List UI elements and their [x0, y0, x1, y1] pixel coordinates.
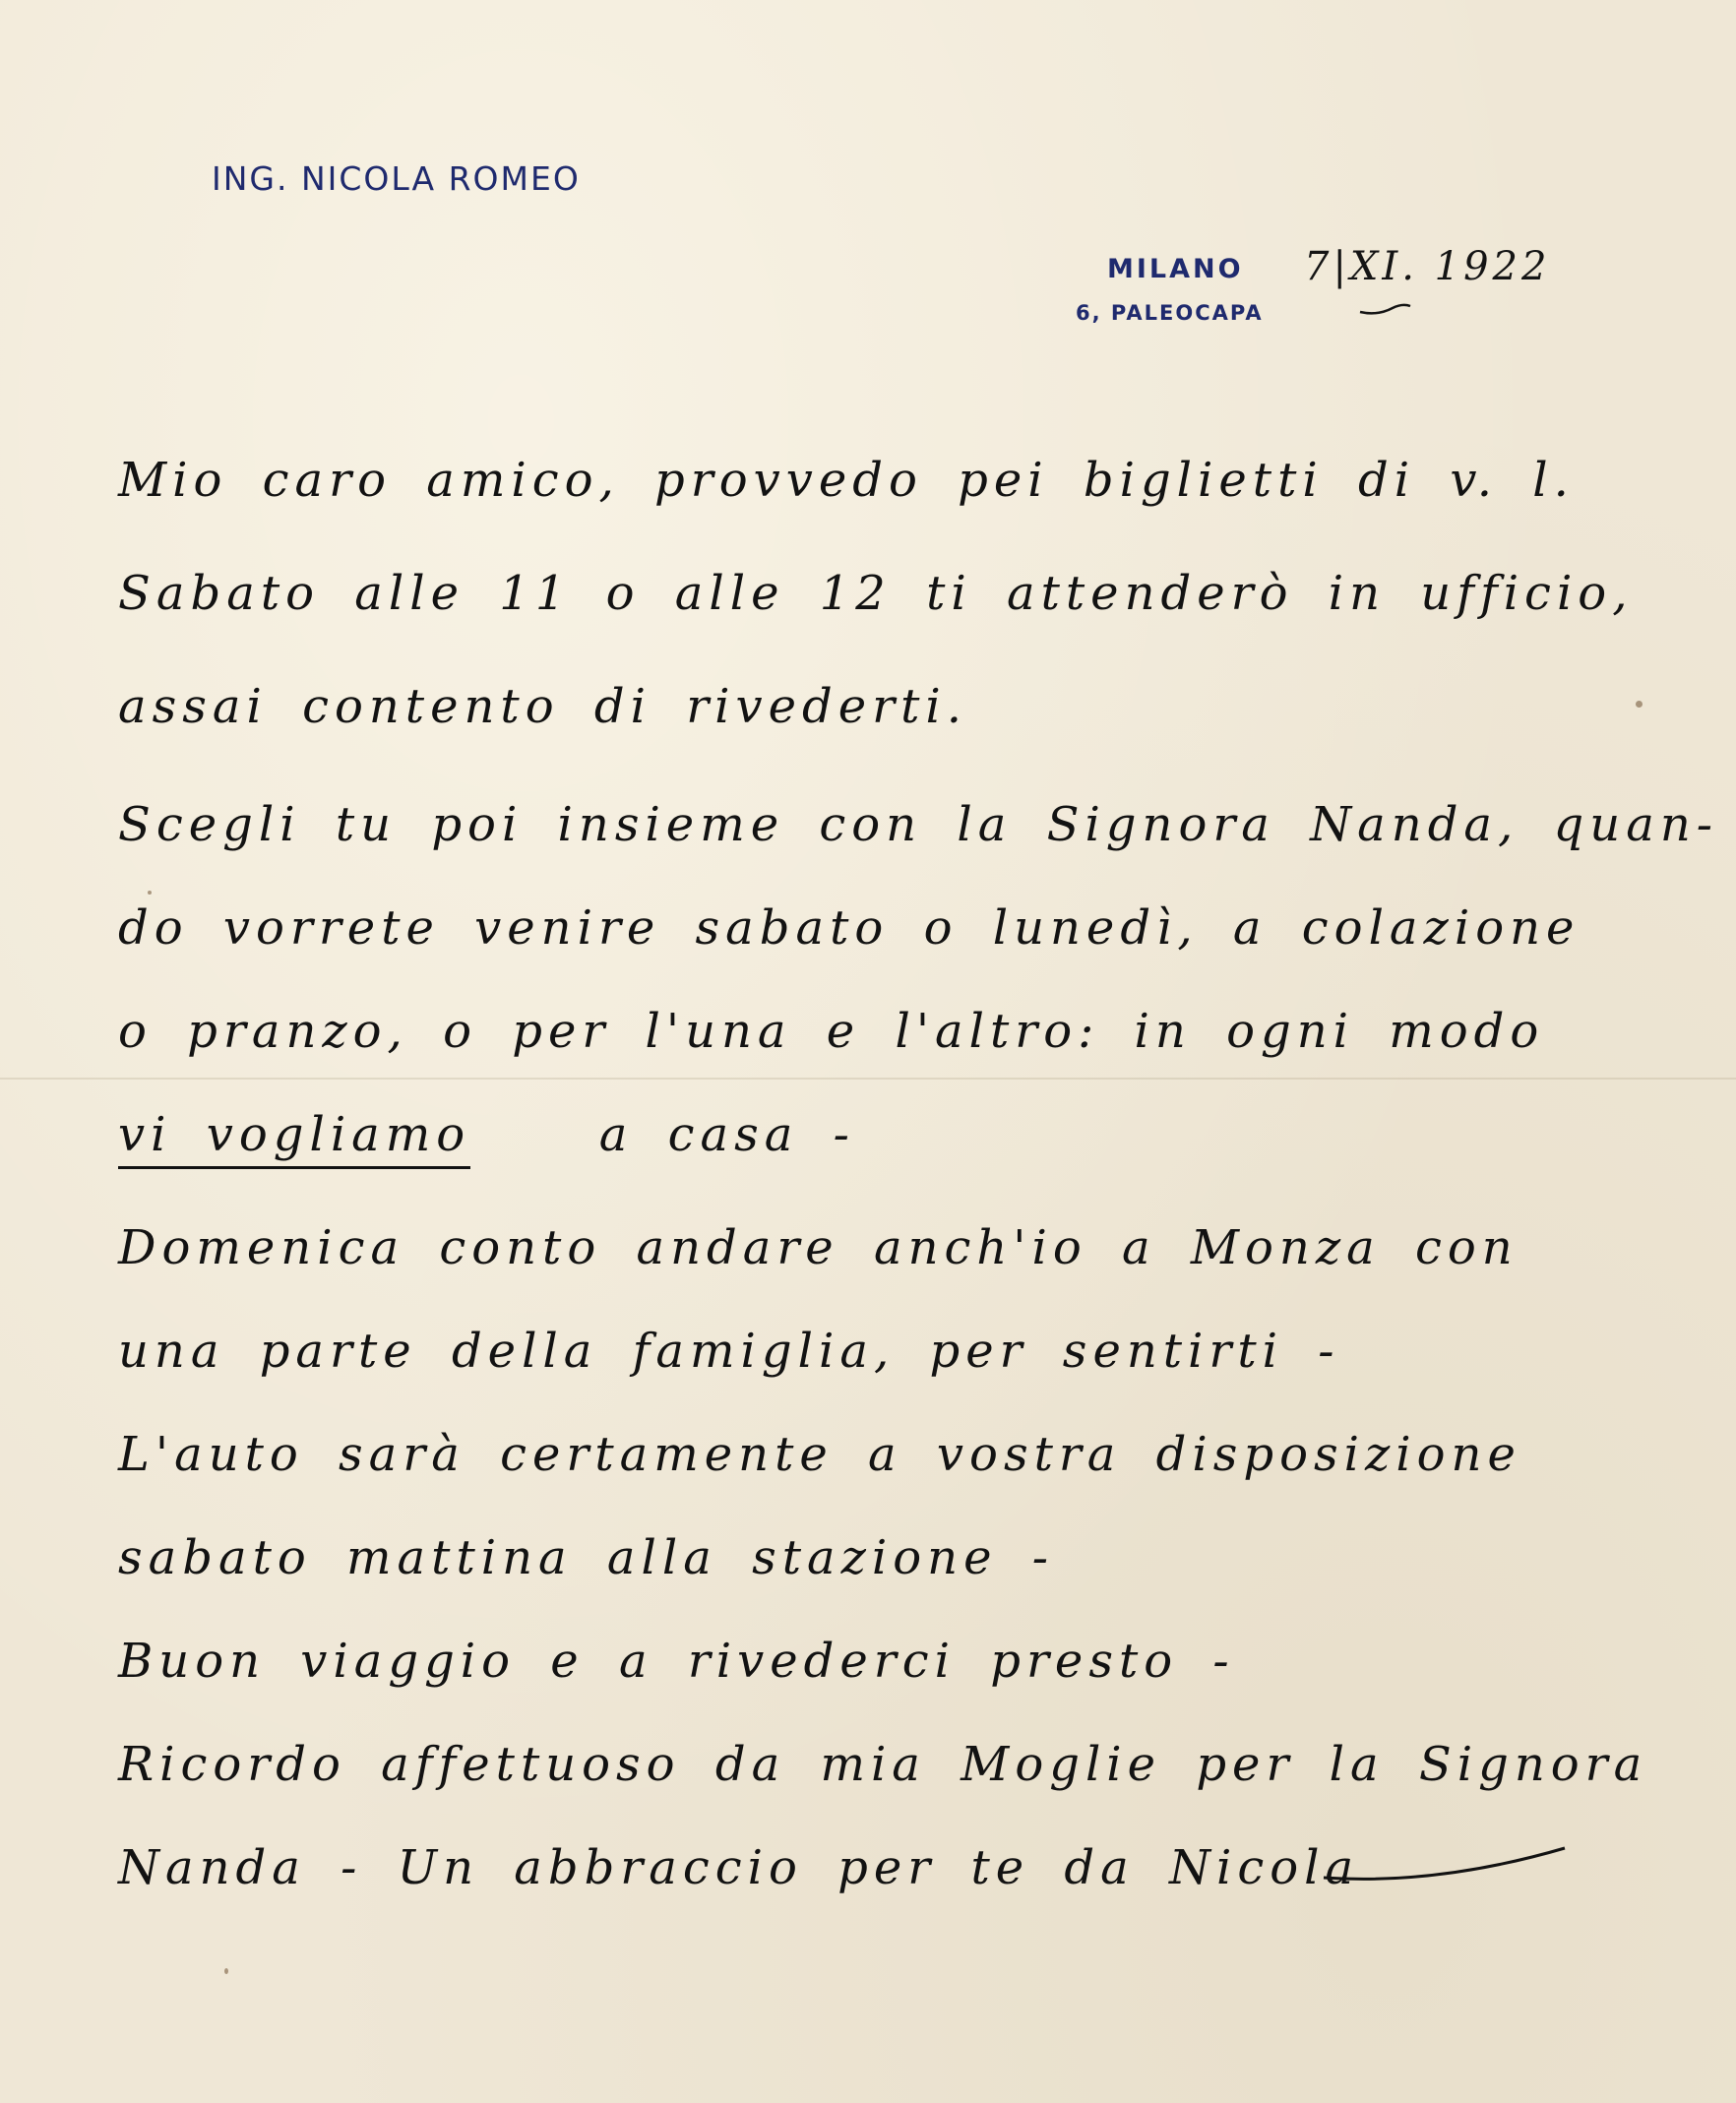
letterhead-name: ING. NICOLA ROMEO	[212, 159, 581, 198]
letter-line: Mio caro amico, provvedo pei biglietti di v. l.	[118, 453, 1575, 508]
letterhead-city: MILANO	[1107, 254, 1244, 284]
letter-line: Domenica conto andare anch'io a Monza con	[118, 1220, 1519, 1275]
letter-line: Sabato alle 11 o alle 12 ti attenderò in ufficio,	[118, 566, 1634, 621]
letter-line: L'auto sarà certamente a vostra disposizione	[118, 1427, 1521, 1482]
letter-line: una parte della famiglia, per sentirti -	[118, 1324, 1340, 1379]
letter-line: sabato mattina alla stazione -	[118, 1530, 1054, 1585]
letter-line: o pranzo, o per l'una e l'altro: in ogni modo	[118, 1004, 1545, 1059]
letter-line: Buon viaggio e a rivederci presto -	[118, 1634, 1235, 1689]
letter-line: Scegli tu poi insieme con la Signora Nanda, quan-	[118, 797, 1718, 852]
letter-line: Ricordo affettuoso da mia Moglie per la Signora	[118, 1737, 1648, 1792]
paper-speck	[224, 1968, 228, 1974]
date-underline-mark	[1358, 298, 1412, 318]
fold-line	[0, 1078, 1736, 1080]
handwritten-date: 7|XI. 1922	[1304, 244, 1551, 289]
letter-line: Nanda - Un abbraccio per te da Nicola	[118, 1840, 1360, 1895]
letter-line: do vorrete venire sabato o lunedì, a colazione	[118, 900, 1581, 956]
underlined-phrase: vi vogliamo	[118, 1107, 470, 1169]
paper-speck	[1636, 701, 1643, 708]
letter-line-underlined	[118, 1107, 855, 1162]
letter-line-rest: a casa -	[598, 1107, 855, 1162]
signature-flourish	[1319, 1828, 1575, 1887]
paper-speck	[148, 891, 152, 895]
letter-line: assai contento di rivederti.	[118, 679, 967, 734]
letterhead-street: 6, PALEOCAPA	[1076, 301, 1264, 325]
